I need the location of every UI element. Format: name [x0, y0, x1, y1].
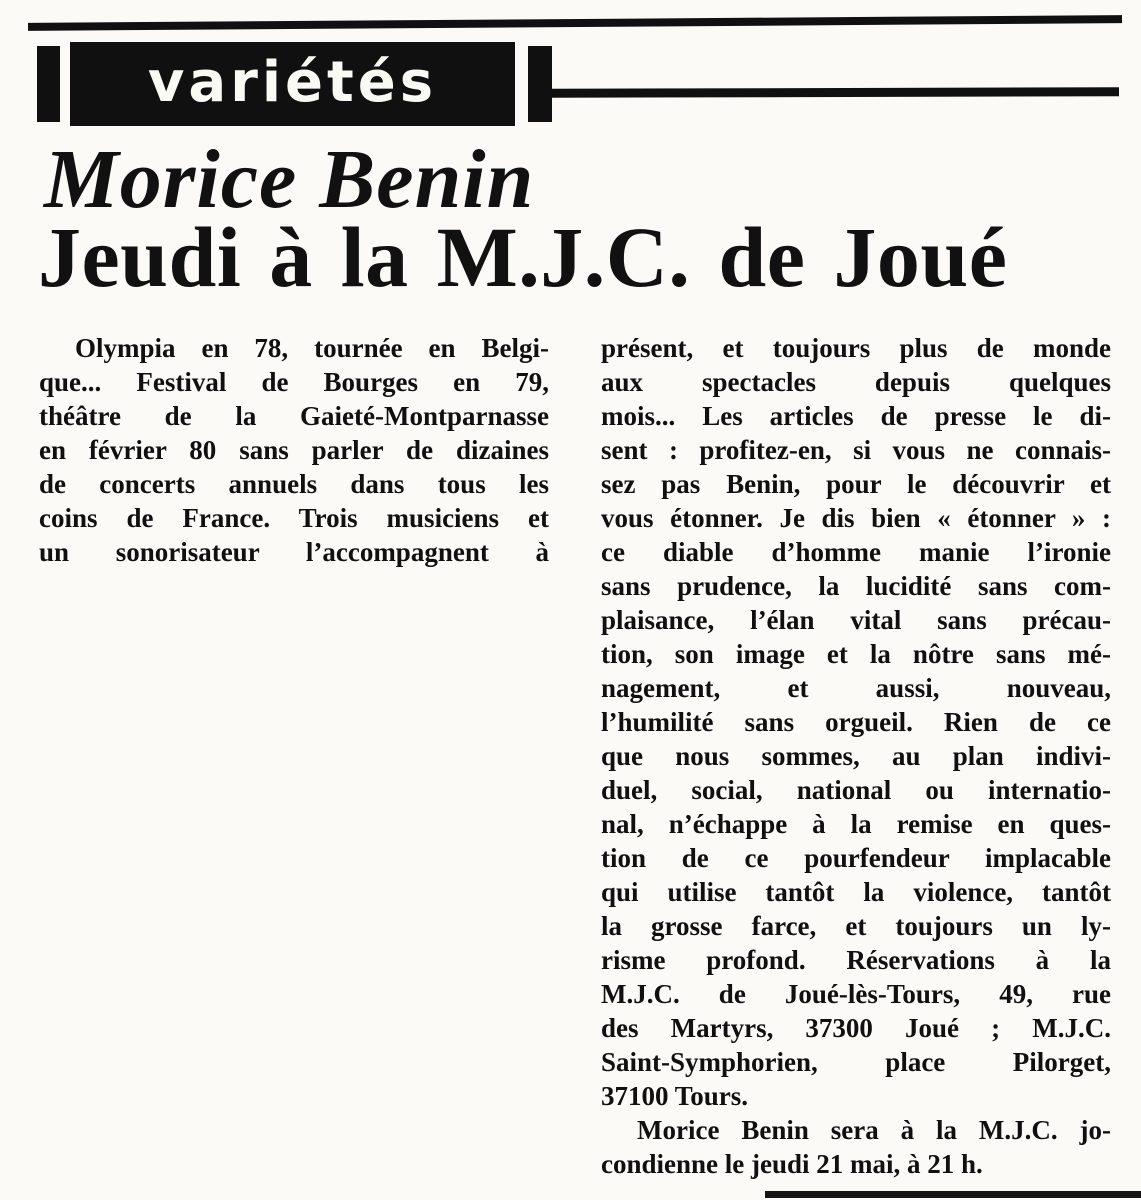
article-line: aux spectacles depuis quelques [601, 367, 1111, 397]
bottom-rule [765, 1191, 1141, 1198]
article-line: Saint-Symphorien, place Pilorget, [601, 1047, 1111, 1077]
article-line: condienne le jeudi 21 mai, à 21 h. [601, 1149, 983, 1179]
article-line: Olympia en 78, tournée en Belgi- [75, 333, 549, 363]
article-line: théâtre de la Gaieté-Montparnasse [39, 401, 549, 431]
article-line: tion, son image et la nôtre sans mé- [601, 639, 1111, 669]
article-line: que... Festival de Bourges en 79, [39, 367, 549, 397]
article-line: Morice Benin sera à la M.J.C. jo- [637, 1115, 1111, 1145]
article-line: 37100 Tours. [601, 1081, 749, 1111]
section-label: variétés [147, 49, 438, 115]
article-line: l’humilité sans orgueil. Rien de ce [601, 707, 1111, 737]
article-line: duel, social, national ou internatio- [601, 775, 1111, 805]
top-rule [28, 15, 1122, 31]
article-column-left [39, 331, 549, 1181]
article-line: présent, et toujours plus de monde [601, 333, 1111, 363]
article-line: coins de France. Trois musiciens et [39, 503, 549, 533]
article-line: sent : profitez-en, si vous ne connais- [601, 435, 1111, 465]
article-line: tion de ce pourfendeur implacable [601, 843, 1111, 873]
article-line: risme profond. Réservations à la [601, 945, 1111, 975]
article-line: ce diable d’homme manie l’ironie [601, 537, 1111, 567]
section-label-box [70, 42, 515, 126]
article-line: nal, n’échappe à la remise en ques- [601, 809, 1111, 839]
article-line: un sonorisateur l’accompagnent à [39, 537, 549, 567]
article-line: mois... Les articles de presse le di- [601, 401, 1111, 431]
article-body [39, 331, 1112, 1181]
section-banner [0, 42, 1141, 126]
article-line: sans prudence, la lucidité sans com- [601, 571, 1111, 601]
article-line: des Martyrs, 37300 Joué ; M.J.C. [601, 1013, 1111, 1043]
article-line: M.J.C. de Joué-lès-Tours, 49, rue [601, 979, 1111, 1009]
banner-rule [552, 87, 1119, 97]
article-line: plaisance, l’élan vital sans précau- [601, 605, 1111, 635]
article-line: nagement, et aussi, nouveau, [601, 673, 1111, 703]
article-line: la grosse farce, et toujours un ly- [601, 911, 1111, 941]
article-line: vous étonner. Je dis bien « étonner » : [601, 503, 1111, 533]
banner-left-bar [37, 46, 60, 122]
article-line: en février 80 sans parler de dizaines [39, 435, 549, 465]
banner-right-bar [528, 46, 552, 122]
article-author-headline: Morice Benin [44, 133, 535, 226]
article-line: qui utilise tantôt la violence, tantôt [601, 877, 1111, 907]
article-line: que nous sommes, au plan indivi- [601, 741, 1111, 771]
article-line: sez pas Benin, pour le découvrir et [601, 469, 1111, 499]
article-column-right [601, 331, 1111, 1181]
article-line: de concerts annuels dans tous les [39, 469, 549, 499]
article-title-headline: Jeudi à la M.J.C. de Joué [38, 209, 1008, 305]
